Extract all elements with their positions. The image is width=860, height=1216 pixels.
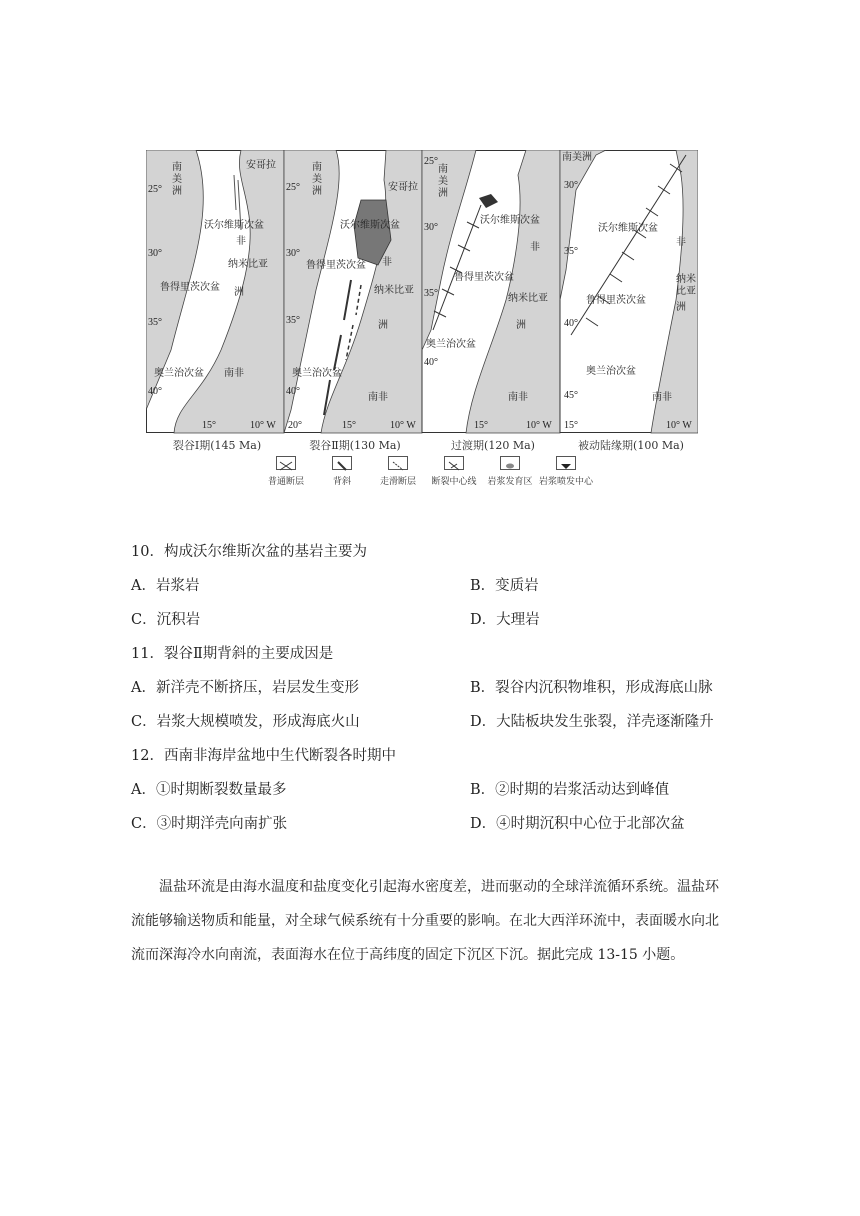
label-p2-africa-fei: 非	[382, 257, 392, 268]
label-p2-angola: 安哥拉	[388, 182, 418, 193]
tick-p2-15: 15°	[342, 420, 356, 431]
rift-centerline-icon	[444, 456, 464, 470]
label-p3-walvis: 沃尔维斯次盆	[480, 215, 540, 226]
tick-p1-25: 25°	[148, 184, 162, 195]
normal-fault-icon	[276, 456, 296, 470]
label-p4-walvis: 沃尔维斯次盆	[598, 223, 658, 234]
rift-stage-maps	[146, 150, 698, 460]
question-12-option-b[interactable]: B．②时期的岩浆活动达到峰值	[470, 782, 670, 798]
label-p3-luderitz: 鲁得里茨次盆	[454, 272, 514, 283]
tick-p2-35: 35°	[286, 315, 300, 326]
anticline-icon	[332, 456, 352, 470]
legend-normal-fault-label: 普通断层	[267, 477, 304, 487]
label-p3-orange: 奥兰治次盆	[426, 339, 476, 350]
eruption-center-icon	[556, 456, 576, 470]
question-11-option-b[interactable]: B．裂谷内沉积物堆积，形成海底山脉	[470, 680, 713, 696]
caption-rift-2: 裂谷Ⅱ期(130 Ma)	[309, 439, 401, 452]
tick-p4-45: 45°	[564, 390, 578, 401]
passage-text: 温盐环流是由海水温度和盐度变化引起海水密度差，进而驱动的全球洋流循环系统。温盐环流能够输送物质和能量，对全球气候系统有十分重要的影响。在北大西洋环流中，表面暖水向北流而深海冷水向南流，表面海水在位于高纬度的固定下沉区下沉。据此完成 13-15 小题。	[131, 879, 719, 963]
label-p4-africa-fei: 非	[676, 237, 686, 248]
tick-p3-25: 25°	[424, 156, 438, 167]
legend-eruption-center-label: 岩浆喷发中心	[538, 477, 593, 487]
tick-p1-30: 30°	[148, 248, 162, 259]
label-p3-namibia: 纳米比亚	[508, 293, 548, 304]
label-p1-angola: 安哥拉	[246, 160, 276, 171]
tick-p1-10w: 10° W	[250, 420, 276, 431]
tick-p2-10w: 10° W	[390, 420, 416, 431]
label-p4-orange: 奥兰治次盆	[586, 366, 636, 377]
tick-p3-35: 35°	[424, 288, 438, 299]
caption-transition: 过渡期(120 Ma)	[451, 439, 535, 452]
question-10-option-a[interactable]: A．岩浆岩	[131, 578, 200, 594]
reading-passage	[131, 870, 731, 972]
label-p1-south-africa: 南非	[224, 368, 244, 379]
question-10-option-c[interactable]: C．沉积岩	[131, 612, 201, 628]
label-p1-africa-zhou: 洲	[234, 287, 244, 298]
legend-rift-centerline	[426, 456, 482, 487]
question-11-option-a[interactable]: A．新洋壳不断挤压，岩层发生变形	[131, 680, 359, 696]
tick-p4-15: 15°	[564, 420, 578, 431]
legend-magma-zone-label: 岩浆发育区	[487, 477, 533, 487]
tick-p1-40: 40°	[148, 386, 162, 397]
label-p4-south-africa: 南非	[652, 392, 672, 403]
strike-slip-fault-icon	[388, 456, 408, 470]
map-legend	[258, 456, 598, 490]
question-11-option-c[interactable]: C．岩浆大规模喷发，形成海底火山	[131, 714, 360, 730]
question-11-stem: 11．裂谷Ⅱ期背斜的主要成因是	[131, 646, 334, 662]
tick-p3-40: 40°	[424, 357, 438, 368]
label-p3-south-america: 南美洲	[438, 164, 448, 199]
question-10-option-b[interactable]: B．变质岩	[470, 578, 539, 594]
tick-p2-25: 25°	[286, 182, 300, 193]
label-p1-luderitz: 鲁得里茨次盆	[160, 282, 220, 293]
label-p2-south-africa: 南非	[368, 392, 388, 403]
label-p4-africa-zhou: 洲	[676, 302, 686, 313]
caption-rift-1: 裂谷Ⅰ期(145 Ma)	[172, 439, 262, 452]
question-12-option-c[interactable]: C．③时期洋壳向南扩张	[131, 816, 288, 832]
label-p1-namibia: 纳米比亚	[228, 259, 268, 270]
label-p2-luderitz: 鲁得里茨次盆	[306, 260, 366, 271]
question-10-stem: 10．构成沃尔维斯次盆的基岩主要为	[131, 544, 367, 560]
legend-normal-fault	[258, 456, 314, 487]
tick-p3-15: 15°	[474, 420, 488, 431]
tick-p4-10w: 10° W	[666, 420, 692, 431]
legend-strike-slip-fault	[370, 456, 426, 487]
label-p3-africa-fei: 非	[530, 242, 540, 253]
magma-zone-icon	[500, 456, 520, 470]
tick-p3-10w: 10° W	[526, 420, 552, 431]
question-11-option-d[interactable]: D．大陆板块发生张裂，洋壳逐渐隆升	[470, 714, 714, 730]
label-p1-africa-fei: 非	[236, 236, 246, 247]
label-p4-namibia: 纳米比亚	[676, 274, 696, 297]
tick-p4-30: 30°	[564, 180, 578, 191]
legend-rift-centerline-label: 断裂中心线	[431, 477, 477, 487]
legend-strike-slip-fault-label: 走滑断层	[379, 477, 416, 487]
label-p3-africa-zhou: 洲	[516, 320, 526, 331]
label-p4-luderitz: 鲁得里茨次盆	[586, 295, 646, 306]
tick-p4-35: 35°	[564, 246, 578, 257]
label-p1-south-america: 南美洲	[172, 162, 182, 197]
question-10-option-d[interactable]: D．大理岩	[470, 612, 540, 628]
tick-p1-35: 35°	[148, 317, 162, 328]
question-12-option-a[interactable]: A．①时期断裂数量最多	[131, 782, 287, 798]
legend-anticline-label: 背斜	[332, 477, 351, 487]
label-p2-namibia: 纳米比亚	[374, 285, 414, 296]
label-p2-orange: 奥兰治次盆	[292, 368, 342, 379]
question-12-option-d[interactable]: D．④时期沉积中心位于北部次盆	[470, 816, 685, 832]
legend-anticline	[314, 456, 370, 487]
label-p2-africa-zhou: 洲	[378, 320, 388, 331]
label-p3-south-africa: 南非	[508, 392, 528, 403]
label-p2-south-america: 南美洲	[312, 162, 322, 197]
tick-p1-15: 15°	[202, 420, 216, 431]
tick-p3-30: 30°	[424, 222, 438, 233]
tick-p2-30: 30°	[286, 248, 300, 259]
label-p4-south-america: 南美洲	[562, 152, 592, 163]
legend-magma-zone	[482, 456, 538, 487]
label-p1-orange: 奥兰治次盆	[154, 368, 204, 379]
caption-passive-margin: 被动陆缘期(100 Ma)	[578, 439, 684, 452]
tick-p2-20: 20°	[288, 420, 302, 431]
label-p1-walvis: 沃尔维斯次盆	[204, 220, 264, 231]
legend-eruption-center	[538, 456, 594, 487]
question-12-stem: 12．西南非海岸盆地中生代断裂各时期中	[131, 748, 396, 764]
label-p2-walvis: 沃尔维斯次盆	[340, 220, 400, 231]
tick-p4-40: 40°	[564, 318, 578, 329]
tick-p2-40: 40°	[286, 386, 300, 397]
